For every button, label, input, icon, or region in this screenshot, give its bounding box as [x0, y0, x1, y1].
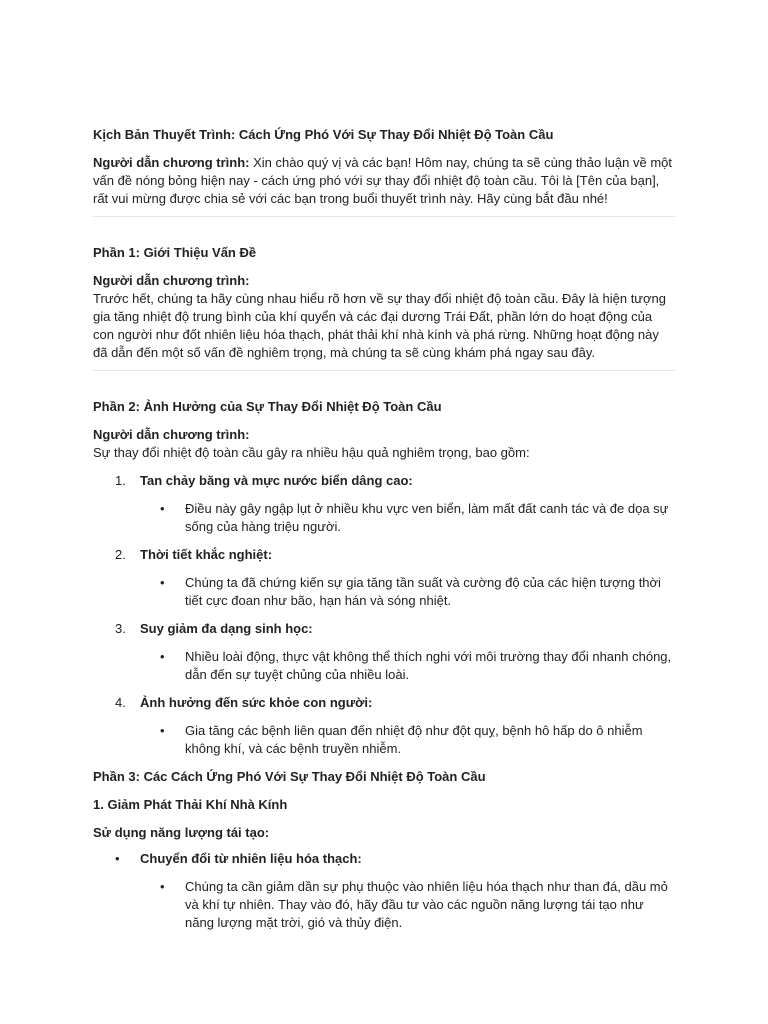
bullet-icon: •: [160, 501, 165, 516]
item-number: 4.: [115, 695, 126, 710]
list-item: • Nhiều loài động, thực vật không thể thích nghi với môi trường thay đổi nhanh chóng, dẫn đến sự tuyệt chủng của nhiều loài.: [160, 649, 672, 682]
part1-text: Trước hết, chúng ta hãy cùng nhau hiểu rõ hơn về sự thay đổi nhiệt độ toàn cầu. Đây là hiện tượng gia tăng nhiệt độ trung bình của khí quyển và các đại dương Trái Đất, phần lớn do hoạt động của con người như đốt nhiên liệu hóa thạch, phát thải khí nhà kính và phá rừng. Những hoạt động này đã dẫn đến một số vấn đề nghiêm trọng, mà chúng ta sẽ cùng khám phá ngay sau đây.: [93, 291, 666, 360]
part2-text: Sự thay đổi nhiệt độ toàn cầu gây ra nhiều hậu quả nghiêm trọng, bao gồm:: [93, 445, 530, 460]
item-title: Tan chảy băng và mực nước biển dâng cao:: [140, 473, 413, 488]
host-label: Người dẫn chương trình:: [93, 155, 250, 170]
item-number: 3.: [115, 621, 126, 636]
renewable-label: Sử dụng năng lượng tái tạo:: [93, 825, 270, 840]
item-details: [93, 574, 675, 610]
list-item: [93, 472, 675, 536]
divider: [93, 216, 675, 217]
item-title: Ảnh hưởng đến sức khỏe con người:: [140, 695, 373, 710]
list-item: [93, 878, 675, 932]
bullet-icon: •: [115, 851, 120, 866]
part3-subheading: 1. Giảm Phát Thải Khí Nhà Kính: [93, 797, 288, 812]
part3-heading: Phần 3: Các Cách Ứng Phó Với Sự Thay Đổi Nhiệt Độ Toàn Cầu: [93, 769, 486, 784]
item-title: Thời tiết khắc nghiệt:: [140, 547, 273, 562]
document-page: [93, 126, 675, 932]
item-title: Suy giảm đa dạng sinh học:: [140, 621, 313, 636]
item-details: [93, 500, 675, 536]
intro-paragraph: [93, 154, 675, 208]
part1-paragraph: [93, 272, 675, 362]
list-item: [93, 620, 675, 684]
bullet-icon: •: [160, 879, 165, 894]
part2-paragraph: [93, 426, 675, 462]
list-item: • Chúng ta đã chứng kiến sự gia tăng tần suất và cường độ của các hiện tượng thời tiết cực đoan như bão, hạn hán và sóng nhiệt.: [160, 575, 661, 608]
bullet-icon: •: [160, 575, 165, 590]
host-label: Người dẫn chương trình:: [93, 427, 250, 442]
list-item: [93, 546, 675, 610]
bullet-detail: Chúng ta cần giảm dần sự phụ thuộc vào nhiên liệu hóa thạch như than đá, dầu mỏ và khí tự nhiên. Thay vào đó, hãy đầu tư vào các nguồn năng lượng tái tạo như năng lượng mặt trời, gió và thủy điện.: [185, 879, 668, 930]
bullet-icon: •: [160, 723, 165, 738]
part1-heading: Phần 1: Giới Thiệu Vấn Đề: [93, 245, 257, 260]
list-item: [93, 850, 675, 868]
item-details: [93, 648, 675, 684]
divider: [93, 370, 675, 371]
item-details: [93, 722, 675, 758]
list-item: • Gia tăng các bệnh liên quan đến nhiệt độ như đột quỵ, bệnh hô hấp do ô nhiễm không khí, và các bệnh truyền nhiễm.: [160, 723, 643, 756]
list-item: • Điều này gây ngập lụt ở nhiều khu vực ven biển, làm mất đất canh tác và đe dọa sự sống của hàng triệu người.: [160, 501, 669, 534]
bullet-icon: •: [160, 649, 165, 664]
item-number: 1.: [115, 473, 126, 488]
bullet-title: Chuyển đổi từ nhiên liệu hóa thạch:: [140, 851, 362, 866]
intro-text: Xin chào quý vị và các bạn! Hôm nay, chúng ta sẽ cùng thảo luận về một vấn đề nóng bỏng hiện nay - cách ứng phó với sự thay đổi nhiệt độ toàn cầu. Tôi là [Tên của bạn], rất vui mừng được chia sẻ với các bạn trong buổi thuyết trình này. Hãy cùng bắt đầu nhé!: [93, 155, 672, 206]
host-label: Người dẫn chương trình:: [93, 273, 250, 288]
effects-list: [93, 472, 675, 758]
part2-heading: Phần 2: Ảnh Hưởng của Sự Thay Đổi Nhiệt Độ Toàn Cầu: [93, 399, 442, 414]
list-item: [93, 694, 675, 758]
item-number: 2.: [115, 547, 126, 562]
document-title: Kịch Bản Thuyết Trình: Cách Ứng Phó Với Sự Thay Đổi Nhiệt Độ Toàn Cầu: [93, 127, 554, 142]
